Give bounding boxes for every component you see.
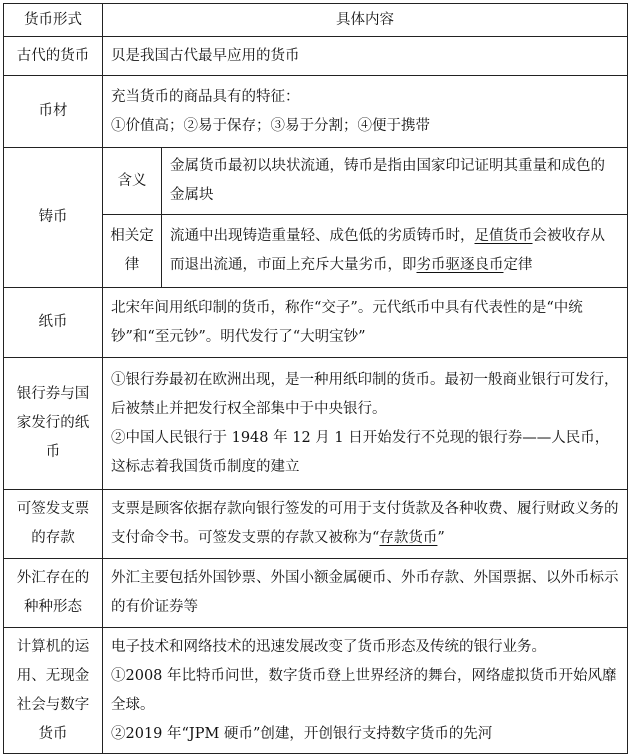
row-material — [4, 76, 628, 148]
label-paper: 纸币 — [4, 288, 103, 358]
content-banknote — [103, 358, 628, 490]
row-digital — [4, 628, 628, 754]
label-coin-meaning: 含义 — [103, 148, 162, 215]
content-ancient: 贝是我国古代最早应用的货币 — [103, 37, 628, 76]
banknote-line-2: ②中国人民银行于 1948 年 12 月 1 日开始发行不兑现的银行券——人民币，这标志着我国货币制度的建立 — [111, 429, 610, 475]
label-material: 币材 — [4, 76, 103, 148]
label-coin: 铸币 — [4, 148, 103, 288]
content-paper: 北宋年间用纸印制的货币，称作“交子”。元代纸币中具有代表性的是“中统钞”和“至元钞”。明代发行了“大明宝钞” — [103, 288, 628, 358]
coin-law-underlined-full-value: 足值货币 — [474, 228, 533, 244]
material-line-1: 充当货币的商品具有的特征： — [111, 88, 300, 105]
row-coin-meaning — [4, 148, 628, 215]
banknote-line-1: ①银行券最初在欧洲出现，是一种用纸印制的货币。最初一般商业银行可发行，后被禁止并把发行权全部集中于中央银行。 — [111, 371, 619, 417]
coin-law-underlined-greshams-law: 劣币驱逐良币 — [416, 257, 504, 273]
deposit-text-1: 支票是顾客依据存款向银行签发的可用于支付货款及各种收费、履行财政义务的支付命令书。可签发支票的存款又被称为“ — [111, 501, 619, 546]
row-deposit — [4, 490, 628, 559]
currency-table-container — [3, 3, 628, 754]
label-deposit: 可签发支票的存款 — [4, 490, 103, 559]
digital-line-2: ①2008 年比特币问世，数字货币登上世界经济的舞台，网络虚拟货币开始风靡全球。 — [111, 667, 617, 713]
row-paper — [4, 288, 628, 358]
header-row — [4, 4, 628, 37]
content-coin-law — [162, 215, 628, 288]
header-content: 具体内容 — [103, 4, 628, 37]
content-deposit — [103, 490, 628, 559]
currency-forms-table — [3, 3, 628, 754]
label-banknote: 银行券与国家发行的纸币 — [4, 358, 103, 490]
digital-line-1: 电子技术和网络技术的迅速发展改变了货币形态及传统的银行业务。 — [111, 638, 546, 655]
content-forex: 外汇主要包括外国钞票、外国小额金属硬币、外币存款、外国票据、以外币标示的有价证券等 — [103, 559, 628, 628]
content-material — [103, 76, 628, 148]
label-coin-law: 相关定律 — [103, 215, 162, 288]
row-ancient — [4, 37, 628, 76]
coin-law-text-3: 定律 — [503, 257, 533, 273]
content-coin-meaning: 金属货币最初以块状流通，铸币是指由国家印记证明其重量和成色的金属块 — [162, 148, 628, 215]
row-banknote — [4, 358, 628, 490]
label-forex: 外汇存在的种种形态 — [4, 559, 103, 628]
row-forex — [4, 559, 628, 628]
coin-law-text-1: 流通中出现铸造重量轻、成色低的劣质铸币时， — [170, 228, 475, 244]
deposit-underlined-deposit-money: 存款货币 — [379, 530, 438, 546]
label-ancient: 古代的货币 — [4, 37, 103, 76]
digital-line-3: ②2019 年“JPM 硬币”创建，开创银行支持数字货币的先河 — [111, 725, 493, 742]
content-digital — [103, 628, 628, 754]
header-currency-form: 货币形式 — [4, 4, 103, 37]
coin-law-text-2: 会被收存从而退出流通，市面上充斥大量劣币，即 — [170, 228, 605, 273]
material-line-2: ①价值高；②易于保存；③易于分割；④便于携带 — [111, 117, 430, 134]
deposit-text-2: ” — [437, 530, 445, 546]
label-digital: 计算机的运用、无现金社会与数字货币 — [4, 628, 103, 754]
